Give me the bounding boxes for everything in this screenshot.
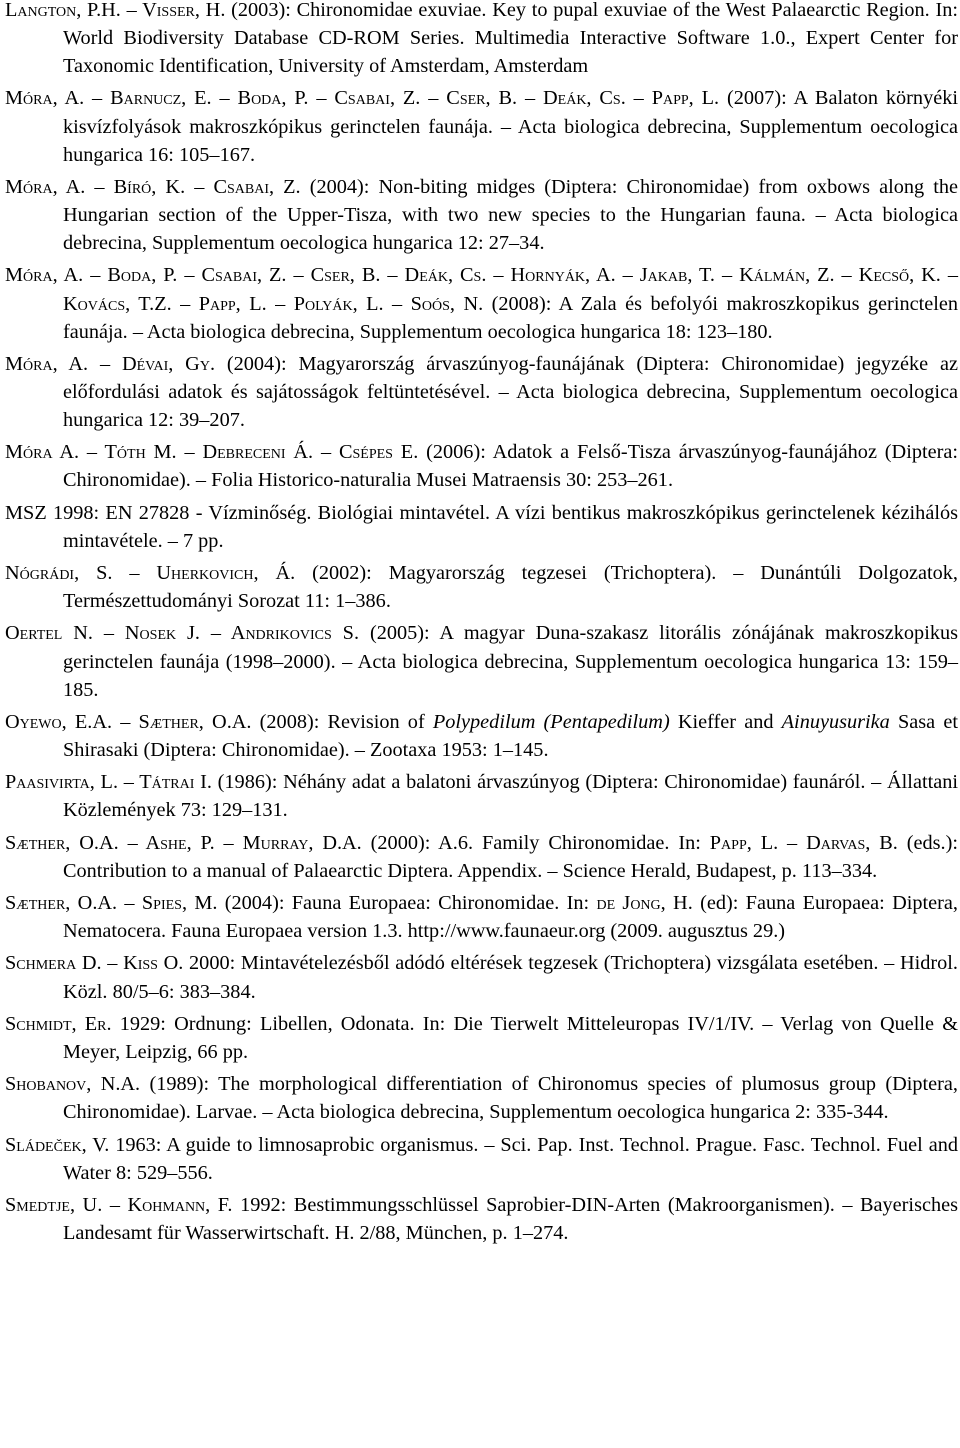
reference-authors: Sæther, O.A. – Ashe, P. – Murray, D.A. [5, 831, 362, 854]
reference-text: (2003): Chironomidae exuviae. Key to pupal exuviae of the West Palaearctic Region. In: World Biodiversity Database CD-ROM Series. Multimedia Interactive Software 1.0., Expert Center for Taxonomic Identification, University of Amsterdam, Amsterdam [63, 0, 958, 78]
reference-entry [5, 261, 958, 345]
reference-text: (ed): Fauna Europaea: Diptera, Nematocera. Fauna Europaea version 1.3. http://www.faunaeur.org (2009. augusztus 29.) [63, 892, 958, 943]
reference-entry [5, 438, 958, 494]
reference-text: 2000: Mintavételezésből adódó eltérések tegzesek (Trichoptera) vizsgálata esetében. – Hidrol. Közl. 80/5–6: 383–384. [63, 952, 958, 1003]
reference-entry [5, 829, 958, 885]
reference-taxon-italic: Polypedilum (Pentapedilum) [432, 710, 670, 733]
reference-authors: Schmera D. – Kiss O. [5, 952, 184, 975]
reference-entry [5, 84, 958, 168]
reference-text: (2004): Non-biting midges (Diptera: Chironomidae) from oxbows along the Hungarian section of the Upper-Tisza, with two new species to the Hungarian fauna. – Acta biologica debrecina, Supplementum oecologica hungarica 12: 27–34. [63, 175, 958, 255]
reference-entry [5, 1131, 958, 1187]
reference-authors: Shobanov, N.A. [5, 1073, 141, 1096]
reference-text: 1929: Ordnung: Libellen, Odonata. In: Die Tierwelt Mitteleuropas IV/1/IV. – Verlag von Quelle & Meyer, Leipzig, 66 pp. [63, 1012, 958, 1063]
reference-entry [5, 1010, 958, 1066]
reference-taxon-italic: Ainuyusurika [781, 710, 890, 733]
reference-text: (2002): Magyarország tegzesei (Trichoptera). – Dunántúli Dolgozatok, Természettudományi Sorozat 11: 1–386. [63, 562, 959, 613]
reference-authors: Móra, A. – Bíró, K. – Csabai, Z. [5, 175, 301, 198]
reference-text: (2007): A Balaton környéki kisvízfolyások makroszkópikus gerinctelen faunája. – Acta biologica debrecina, Supplementum oecologica hungarica 16: 105–167. [63, 87, 958, 166]
reference-text: MSZ 1998: EN 27828 - Vízminőség. Biológiai mintavétel. A vízi bentikus makroszkópikus gerinctelenek kézihálós mintavétele. – 7 pp. [5, 501, 958, 552]
reference-authors: Móra, A. – Barnucz, E. – Boda, P. – Csabai, Z. – Cser, B. – Deák, Cs. – Papp, L. [5, 87, 720, 110]
reference-entry [5, 350, 958, 434]
reference-entry [5, 173, 958, 257]
reference-entry [5, 1191, 958, 1247]
reference-text: (eds.): Contribution to a manual of Palaearctic Diptera. Appendix. – Science Herald, Budapest, p. 113–334. [63, 831, 958, 882]
reference-authors: Sládeček, V. [5, 1133, 110, 1156]
reference-text: (2004): Fauna Europaea: Chironomidae. In: [217, 892, 597, 915]
reference-text: (2008): Revision of [251, 710, 433, 733]
reference-entry [5, 0, 958, 80]
reference-entry [5, 499, 958, 555]
reference-text: Kieffer and [669, 710, 782, 733]
reference-text: (2006): Adatok a Felső-Tisza árvaszúnyog-faunájához (Diptera: Chironomidae). – Folia Historico-naturalia Musei Matraensis 30: 253–261. [63, 441, 958, 492]
reference-editors: Papp, L. – Darvas, B. [709, 831, 898, 854]
reference-text: (1986): Néhány adat a balatoni árvaszúnyog (Diptera: Chironomidae) faunáról. – Állattani Közlemények 73: 129–131. [63, 771, 958, 822]
reference-entry [5, 768, 958, 824]
reference-authors: Móra A. – Tóth M. – Debreceni Á. – Csépes E. [5, 441, 419, 464]
reference-text: 1963: A guide to limnosaprobic organismus. – Sci. Pap. Inst. Technol. Prague. Fasc. Technol. Fuel and Water 8: 529–556. [63, 1133, 958, 1184]
reference-text: 1992: Bestimmungsschlüssel Saprobier-DIN-Arten (Makroorganismen). – Bayerisches Landesamt für Wasserwirtschaft. H. 2/88, München, p. 1–274. [63, 1193, 959, 1245]
reference-text: (2004): Magyarország árvaszúnyog-faunájának (Diptera: Chironomidae) jegyzéke az előfordulási adatok és sajátosságok feltüntetésével. – Acta biologica debrecina, Supplementum oecologica hungarica 12: 39–207. [63, 352, 958, 432]
reference-entry [5, 1070, 958, 1126]
reference-authors: Nógrádi, S. – Uherkovich, Á. [5, 562, 296, 585]
reference-authors: Móra, A. – Dévai, Gy. [5, 352, 216, 375]
reference-entry [5, 889, 958, 945]
reference-editors: de Jong, H. [596, 892, 693, 915]
reference-authors: Paasivirta, L. – Tátrai I. [5, 771, 212, 794]
reference-entry [5, 949, 958, 1005]
reference-text: (2000): A.6. Family Chironomidae. In: [361, 831, 710, 854]
reference-authors: Smedtje, U. – Kohmann, F. [5, 1193, 233, 1216]
reference-authors: Móra, A. – Boda, P. – Csabai, Z. – Cser, B. – Deák, Cs. – Hornyák, A. – Jakab, T. – Kálmán, Z. – Kecső, K. – Kovács, T.Z. – Papp, L. – Polyák, L. – Soós, N. [5, 264, 958, 315]
reference-text: (2005): A magyar Duna-szakasz litorális zónájának makroszkopikus gerinctelen faunája (1998–2000). – Acta biologica debrecina, Supplementum oecologica hungarica 13: 159–185. [63, 622, 958, 701]
reference-authors: Oertel N. – Nosek J. – Andrikovics S. [5, 622, 360, 645]
reference-entry [5, 708, 958, 764]
reference-text: Sasa et Shirasaki (Diptera: Chironomidae). – Zootaxa 1953: 1–145. [63, 710, 958, 762]
reference-authors: Sæther, O.A. – Spies, M. [5, 892, 218, 915]
reference-entry [5, 559, 958, 615]
reference-authors: Langton, P.H. – Visser, H. [5, 0, 226, 21]
reference-entry [5, 619, 958, 703]
reference-text: (1989): The morphological differentiation of Chironomus species of plumosus group (Diptera, Chironomidae). Larvae. – Acta biologica debrecina, Supplementum oecologica hungarica 2: 335-344. [63, 1073, 958, 1124]
reference-authors: Oyewo, E.A. – Sæther, O.A. [5, 710, 252, 733]
reference-authors: Schmidt, Er. [5, 1012, 112, 1035]
reference-text: (2008): A Zala és befolyói makroszkopikus gerinctelen faunája. – Acta biologica debrecina, Supplementum oecologica hungarica 18: 123–180. [63, 292, 959, 343]
